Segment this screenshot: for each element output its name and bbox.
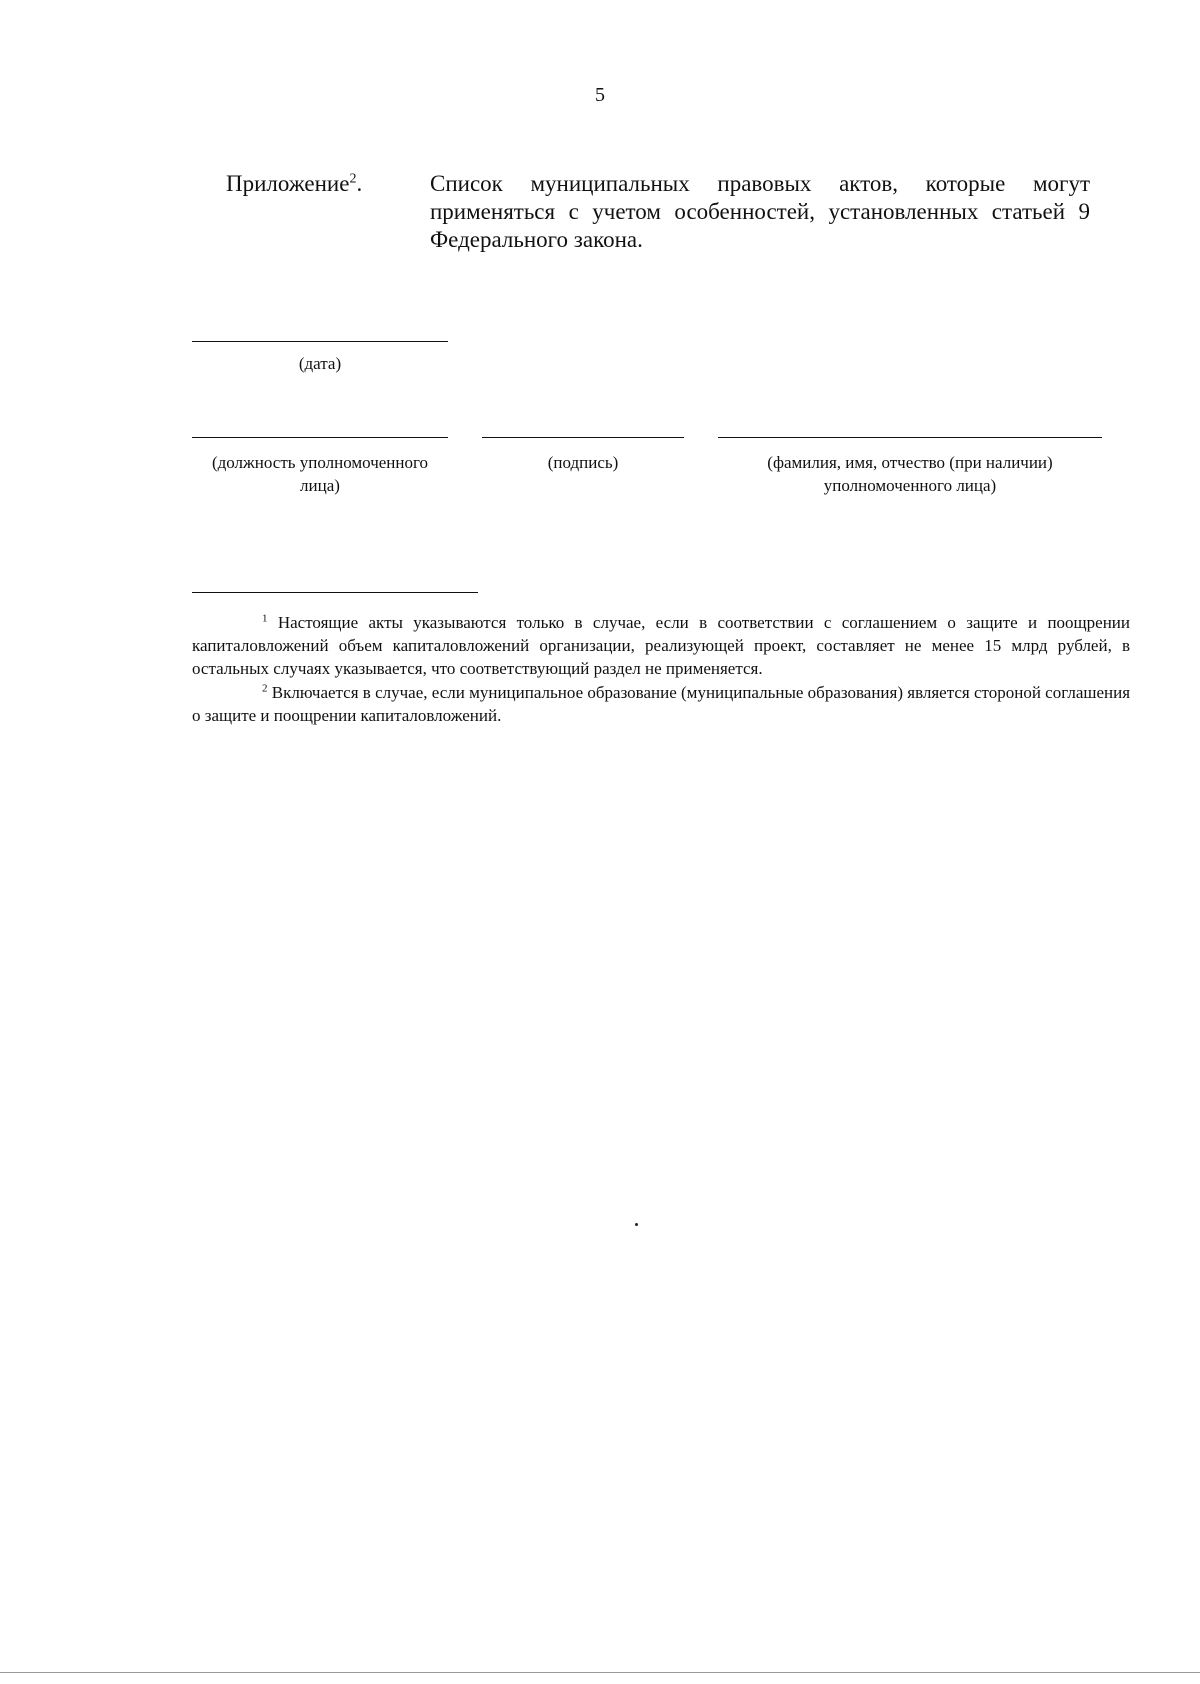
- appendix-label-text: Приложение: [226, 171, 350, 196]
- scan-speck: [635, 1223, 638, 1226]
- name-caption: (фамилия, имя, отчество (при наличии) уполномоченного лица): [767, 453, 1053, 495]
- position-line: [192, 437, 448, 438]
- date-caption: (дата): [298, 354, 342, 373]
- footnote-1-text: Настоящие акты указываются только в случае, если в соответствии с соглашением о защите и поощрении капиталовложений объем капиталовложений организации, реализующей проект, составляет не менее 15 млрд рублей, в остальных случаях указывается, что соответствующий раздел не применяется.: [192, 613, 1130, 678]
- date-line: [192, 341, 448, 342]
- footnote-1: [192, 611, 1130, 680]
- position-caption: (должность уполномоченного лица): [211, 453, 429, 495]
- appendix-label: [226, 170, 362, 198]
- footnote-2-text: Включается в случае, если муниципальное образование (муниципальные образования) является стороной соглашения о защите и поощрении капиталовложений.: [192, 683, 1131, 725]
- footnote-2: [192, 681, 1130, 727]
- scan-bottom-edge: [0, 1672, 1200, 1673]
- page-number: 5: [595, 84, 605, 106]
- footnote-1-marker: 1: [262, 612, 268, 625]
- appendix-footnote-marker: 2: [349, 171, 357, 187]
- signature-caption: (подпись): [547, 453, 619, 472]
- name-line: [718, 437, 1102, 438]
- footnote-2-marker: 2: [262, 682, 268, 695]
- signature-line: [482, 437, 684, 438]
- appendix-description: Список муниципальных правовых актов, которые могут применяться с учетом особенностей, установленных статьей 9 Федерального закона.: [430, 171, 1090, 252]
- appendix-label-suffix: .: [356, 171, 363, 196]
- footnote-rule: [192, 592, 478, 593]
